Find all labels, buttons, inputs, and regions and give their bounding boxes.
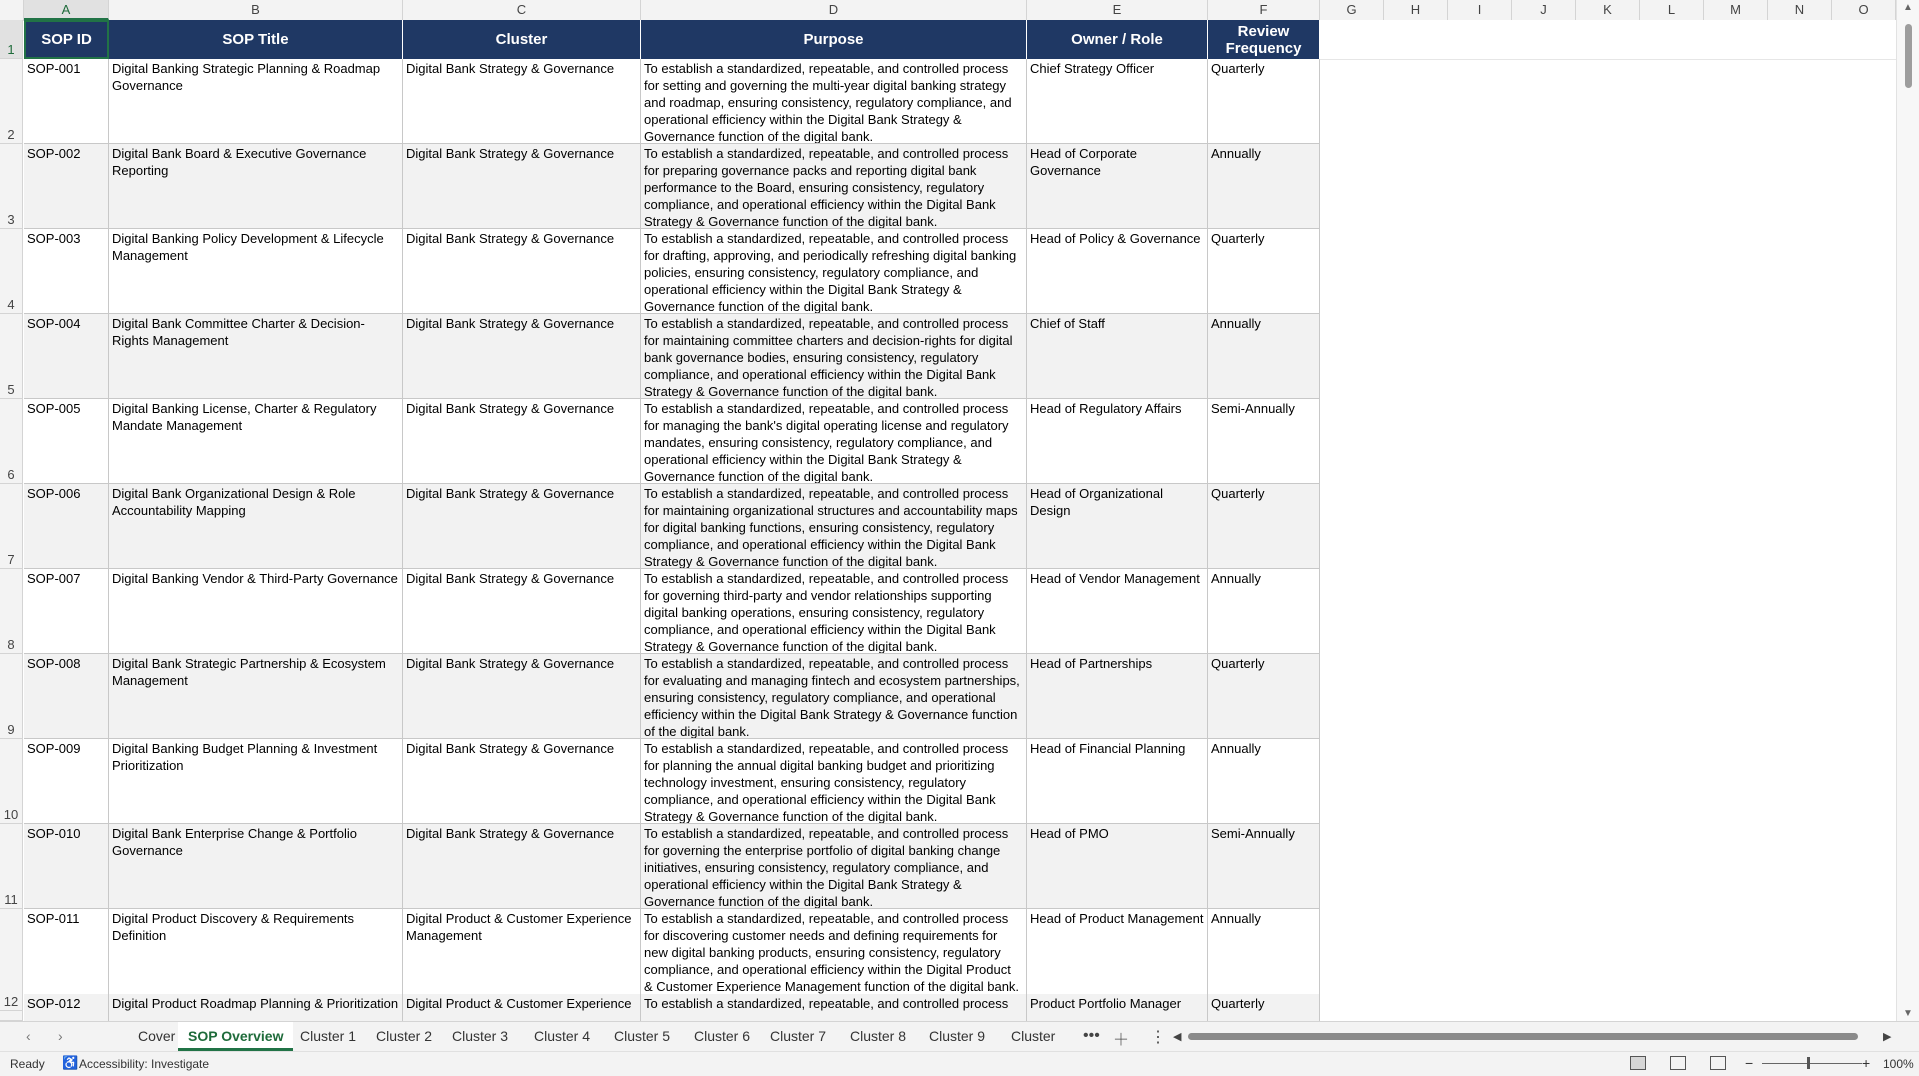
sop-id-cell[interactable]: SOP-002 bbox=[24, 144, 109, 229]
row-header-8[interactable]: 8 bbox=[0, 569, 23, 654]
row-header-4[interactable]: 4 bbox=[0, 229, 23, 314]
owner-role-cell[interactable]: Head of Corporate Governance bbox=[1027, 144, 1208, 229]
sop-title-cell[interactable]: Digital Banking Vendor & Third-Party Governance bbox=[109, 569, 403, 654]
gridline bbox=[1320, 59, 1896, 60]
sheet-tab-cluster-4[interactable]: Cluster 4 bbox=[534, 1028, 591, 1044]
review-frequency-cell[interactable]: Annually bbox=[1208, 739, 1320, 824]
scroll-up-icon[interactable]: ▲ bbox=[1903, 2, 1913, 13]
review-frequency-cell[interactable]: Quarterly bbox=[1208, 59, 1320, 144]
prev-sheet-icon[interactable]: ‹ bbox=[26, 1028, 31, 1044]
sop-id-cell[interactable]: SOP-008 bbox=[24, 654, 109, 739]
column-header-f[interactable]: F bbox=[1208, 0, 1320, 20]
table-row bbox=[24, 654, 1320, 739]
header-cell-owner-role[interactable]: Owner / Role bbox=[1027, 20, 1208, 59]
sop-id-cell[interactable]: SOP-004 bbox=[24, 314, 109, 399]
row-header-7[interactable]: 7 bbox=[0, 484, 23, 569]
more-sheets-icon[interactable]: ••• bbox=[1083, 1027, 1100, 1044]
owner-role-cell[interactable]: Head of Vendor Management bbox=[1027, 569, 1208, 654]
scroll-down-icon[interactable]: ▼ bbox=[1903, 1008, 1913, 1019]
row-header-6[interactable]: 6 bbox=[0, 399, 23, 484]
header-cell-sop-title[interactable]: SOP Title bbox=[109, 20, 403, 59]
table-row bbox=[24, 569, 1320, 654]
column-header-a[interactable]: A bbox=[24, 0, 109, 20]
sop-title-cell[interactable]: Digital Banking Strategic Planning & Roadmap Governance bbox=[109, 59, 403, 144]
row-header-3[interactable]: 3 bbox=[0, 144, 23, 229]
sheet-tab-bar bbox=[0, 1021, 1919, 1051]
review-frequency-cell[interactable]: Annually bbox=[1208, 314, 1320, 399]
normal-view-icon[interactable] bbox=[1630, 1056, 1646, 1070]
cluster-cell[interactable]: Digital Bank Strategy & Governance bbox=[403, 314, 641, 399]
purpose-cell[interactable]: To establish a standardized, repeatable, and controlled process for managing the bank's digital operating license and regulatory mandates, ensuring consistency, regulatory compliance, and operational efficiency within the Digital Bank Strategy & Governance function of the digital bank. bbox=[641, 399, 1027, 484]
review-frequency-cell[interactable]: Annually bbox=[1208, 909, 1320, 1011]
table-row bbox=[24, 824, 1320, 909]
sop-id-cell[interactable]: SOP-009 bbox=[24, 739, 109, 824]
cluster-cell[interactable]: Digital Bank Strategy & Governance bbox=[403, 399, 641, 484]
column-header-e[interactable]: E bbox=[1027, 0, 1208, 20]
owner-role-cell[interactable]: Head of Financial Planning bbox=[1027, 739, 1208, 824]
purpose-cell[interactable]: To establish a standardized, repeatable, and controlled process for evaluating and managing fintech and ecosystem partnerships, ensuring consistency, regulatory compliance, and operational efficiency within the Digital Bank Strategy & Governance function of the digital bank. bbox=[641, 654, 1027, 739]
row-header-11[interactable]: 11 bbox=[0, 824, 23, 909]
table-row bbox=[24, 994, 1320, 1021]
column-header-g[interactable]: G bbox=[1320, 0, 1384, 20]
page-break-preview-icon[interactable] bbox=[1710, 1056, 1726, 1070]
review-frequency-cell[interactable]: Quarterly bbox=[1208, 229, 1320, 314]
cluster-cell[interactable]: Digital Product & Customer Experience bbox=[403, 994, 641, 1021]
sheet-tab-cluster-9[interactable]: Cluster 9 bbox=[929, 1028, 986, 1044]
sheet-tab-cluster-6[interactable]: Cluster 6 bbox=[694, 1028, 751, 1044]
column-header-b[interactable]: B bbox=[109, 0, 403, 20]
cluster-cell[interactable]: Digital Bank Strategy & Governance bbox=[403, 144, 641, 229]
cluster-cell[interactable]: Digital Bank Strategy & Governance bbox=[403, 739, 641, 824]
column-header-i[interactable]: I bbox=[1448, 0, 1512, 20]
zoom-slider-track[interactable] bbox=[1762, 1063, 1862, 1064]
table-row bbox=[24, 229, 1320, 314]
sop-title-cell[interactable]: Digital Banking Policy Development & Lifecycle Management bbox=[109, 229, 403, 314]
vertical-scroll-thumb[interactable] bbox=[1905, 24, 1912, 88]
zoom-level[interactable]: 100% bbox=[1883, 1057, 1914, 1071]
add-sheet-icon[interactable]: ＋ bbox=[1113, 1032, 1130, 1049]
table-row bbox=[24, 484, 1320, 569]
scroll-left-icon[interactable]: ◀ bbox=[1173, 1031, 1182, 1043]
status-bar bbox=[0, 1051, 1919, 1076]
cluster-cell[interactable]: Digital Bank Strategy & Governance bbox=[403, 824, 641, 909]
sop-title-cell[interactable]: Digital Banking License, Charter & Regulatory Mandate Management bbox=[109, 399, 403, 484]
sheet-tab-sop-overview[interactable]: SOP Overview bbox=[178, 1022, 293, 1051]
review-frequency-cell[interactable]: Quarterly bbox=[1208, 654, 1320, 739]
cluster-cell[interactable]: Digital Bank Strategy & Governance bbox=[403, 654, 641, 739]
review-frequency-cell[interactable]: Semi-Annually bbox=[1208, 824, 1320, 909]
sheet-tab-cluster-2[interactable]: Cluster 2 bbox=[376, 1028, 433, 1044]
owner-role-cell[interactable]: Product Portfolio Manager bbox=[1027, 994, 1208, 1021]
review-frequency-cell[interactable]: Semi-Annually bbox=[1208, 399, 1320, 484]
sheet-tab-cluster[interactable]: Cluster bbox=[1011, 1028, 1056, 1044]
owner-role-cell[interactable]: Head of Policy & Governance bbox=[1027, 229, 1208, 314]
row-header-9[interactable]: 9 bbox=[0, 654, 23, 739]
sheet-tab-cluster-1[interactable]: Cluster 1 bbox=[300, 1028, 357, 1044]
purpose-cell[interactable]: To establish a standardized, repeatable, and controlled process for preparing governance packs and reporting digital bank performance to the Board, ensuring consistency, regulatory compliance, and operational efficiency within the Digital Bank Strategy & Governance function of the digital bank. bbox=[641, 144, 1027, 229]
table-row bbox=[24, 314, 1320, 399]
purpose-cell[interactable]: To establish a standardized, repeatable, and controlled process for drafting, approving, and periodically refreshing digital banking policies, ensuring consistency, regulatory compliance, and operational efficiency within the Digital Bank Strategy & Governance function of the digital bank. bbox=[641, 229, 1027, 314]
page-layout-view-icon[interactable] bbox=[1670, 1056, 1686, 1070]
header-cell-review-frequency[interactable]: Review Frequency bbox=[1208, 20, 1320, 59]
cluster-cell[interactable]: Digital Bank Strategy & Governance bbox=[403, 229, 641, 314]
scroll-right-icon[interactable]: ▶ bbox=[1883, 1031, 1892, 1043]
row-header-1[interactable]: 1 bbox=[0, 20, 23, 59]
owner-role-cell[interactable]: Head of PMO bbox=[1027, 824, 1208, 909]
sheet-tab-cluster-5[interactable]: Cluster 5 bbox=[614, 1028, 671, 1044]
review-frequency-cell[interactable]: Annually bbox=[1208, 144, 1320, 229]
column-header-o[interactable]: O bbox=[1832, 0, 1896, 20]
review-frequency-cell[interactable]: Annually bbox=[1208, 569, 1320, 654]
cluster-cell[interactable]: Digital Product & Customer Experience Management bbox=[403, 909, 641, 1011]
sheet-tab-cover[interactable]: Cover bbox=[138, 1028, 176, 1044]
column-header-j[interactable]: J bbox=[1512, 0, 1576, 20]
sop-id-cell[interactable]: SOP-011 bbox=[24, 909, 109, 1011]
sheet-tab-cluster-3[interactable]: Cluster 3 bbox=[452, 1028, 509, 1044]
row-header-12[interactable]: 12 bbox=[0, 909, 23, 1011]
sop-id-cell[interactable]: SOP-006 bbox=[24, 484, 109, 569]
sop-id-cell[interactable]: SOP-010 bbox=[24, 824, 109, 909]
table-row bbox=[24, 739, 1320, 824]
zoom-in-icon[interactable]: + bbox=[1862, 1055, 1871, 1071]
zoom-slider-thumb[interactable] bbox=[1807, 1057, 1810, 1069]
status-ready: Ready bbox=[10, 1057, 45, 1071]
review-frequency-cell[interactable]: Quarterly bbox=[1208, 484, 1320, 569]
sheet-tab-cluster-8[interactable]: Cluster 8 bbox=[850, 1028, 907, 1044]
sop-id-cell[interactable]: SOP-012 bbox=[24, 994, 109, 1021]
owner-role-cell[interactable]: Chief of Staff bbox=[1027, 314, 1208, 399]
sop-title-cell[interactable]: Digital Bank Board & Executive Governance Reporting bbox=[109, 144, 403, 229]
owner-role-cell[interactable]: Chief Strategy Officer bbox=[1027, 59, 1208, 144]
table-row bbox=[24, 399, 1320, 484]
cluster-cell[interactable]: Digital Bank Strategy & Governance bbox=[403, 484, 641, 569]
horizontal-scrollbar[interactable] bbox=[1188, 1030, 1878, 1042]
owner-role-cell[interactable]: Head of Organizational Design bbox=[1027, 484, 1208, 569]
header-cell-purpose[interactable]: Purpose bbox=[641, 20, 1027, 59]
select-all-corner[interactable] bbox=[0, 0, 24, 20]
cluster-cell[interactable]: Digital Bank Strategy & Governance bbox=[403, 569, 641, 654]
accessibility-icon: ♿ bbox=[62, 1055, 79, 1070]
sheet-options-icon[interactable]: ⋮ bbox=[1150, 1029, 1166, 1046]
column-header-bar bbox=[0, 0, 1896, 21]
purpose-cell[interactable]: To establish a standardized, repeatable, and controlled process for maintaining organizational structures and accountability maps for digital banking functions, ensuring consistency, regulatory compliance, and operational efficiency within the Digital Bank Strategy & Governance function of the digital bank. bbox=[641, 484, 1027, 569]
sop-title-cell[interactable]: Digital Product Roadmap Planning & Prioritization bbox=[109, 994, 403, 1021]
horizontal-scroll-thumb[interactable] bbox=[1188, 1033, 1858, 1040]
row-header-2[interactable]: 2 bbox=[0, 59, 23, 144]
purpose-cell[interactable]: To establish a standardized, repeatable, and controlled process for setting and governing the multi-year digital banking strategy and roadmap, ensuring consistency, regulatory compliance, and operational efficiency within the Digital Bank Strategy & Governance function of the digital bank. bbox=[641, 59, 1027, 144]
table-row bbox=[24, 144, 1320, 229]
owner-role-cell[interactable]: Head of Regulatory Affairs bbox=[1027, 399, 1208, 484]
sop-id-cell[interactable]: SOP-005 bbox=[24, 399, 109, 484]
row-header-5[interactable]: 5 bbox=[0, 314, 23, 399]
sop-title-cell[interactable]: Digital Bank Committee Charter & Decision-Rights Management bbox=[109, 314, 403, 399]
purpose-cell[interactable]: To establish a standardized, repeatable, and controlled process for governing third-party and vendor relationships supporting digital banking operations, ensuring consistency, regulatory compliance, and operational efficiency within the Digital Bank Strategy & Governance function of the digital bank. bbox=[641, 569, 1027, 654]
purpose-cell[interactable]: To establish a standardized, repeatable, and controlled process for maintaining committee charters and decision-rights for digital bank governance bodies, ensuring consistency, regulatory compliance, and operational efficiency within the Digital Bank Strategy & Governance function of the digital bank. bbox=[641, 314, 1027, 399]
purpose-cell[interactable]: To establish a standardized, repeatable, and controlled process bbox=[641, 994, 1027, 1021]
sop-title-cell[interactable]: Digital Product Discovery & Requirements Definition bbox=[109, 909, 403, 1011]
owner-role-cell[interactable]: Head of Partnerships bbox=[1027, 654, 1208, 739]
row-header-13[interactable] bbox=[0, 1011, 23, 1021]
column-header-k[interactable]: K bbox=[1576, 0, 1640, 20]
accessibility-status[interactable]: Accessibility: Investigate bbox=[79, 1057, 210, 1071]
owner-role-cell[interactable]: Head of Product Management bbox=[1027, 909, 1208, 1011]
review-frequency-cell[interactable]: Quarterly bbox=[1208, 994, 1320, 1021]
table-row bbox=[24, 59, 1320, 144]
header-cell-cluster[interactable]: Cluster bbox=[403, 20, 641, 59]
purpose-cell[interactable]: To establish a standardized, repeatable, and controlled process for planning the annual digital banking budget and prioritizing technology investment, ensuring consistency, regulatory compliance, and operational efficiency within the Digital Bank Strategy & Governance function of the digital bank. bbox=[641, 739, 1027, 824]
cluster-cell[interactable]: Digital Bank Strategy & Governance bbox=[403, 59, 641, 144]
sop-id-cell[interactable]: SOP-003 bbox=[24, 229, 109, 314]
next-sheet-icon[interactable]: › bbox=[58, 1028, 63, 1044]
empty-cells-area[interactable] bbox=[1320, 20, 1896, 1021]
zoom-out-icon[interactable]: − bbox=[1745, 1055, 1754, 1071]
sop-title-cell[interactable]: Digital Banking Budget Planning & Investment Prioritization bbox=[109, 739, 403, 824]
header-cell-sop-id[interactable]: SOP ID bbox=[24, 20, 109, 59]
row-header-10[interactable]: 10 bbox=[0, 739, 23, 824]
column-header-d[interactable]: D bbox=[641, 0, 1027, 20]
column-header-m[interactable]: M bbox=[1704, 0, 1768, 20]
sop-title-cell[interactable]: Digital Bank Strategic Partnership & Ecosystem Management bbox=[109, 654, 403, 739]
sop-title-cell[interactable]: Digital Bank Organizational Design & Role Accountability Mapping bbox=[109, 484, 403, 569]
sheet-tab-cluster-7[interactable]: Cluster 7 bbox=[770, 1028, 827, 1044]
vertical-scrollbar[interactable] bbox=[1896, 0, 1919, 1021]
purpose-cell[interactable]: To establish a standardized, repeatable, and controlled process for discovering customer needs and defining requirements for new digital banking products, ensuring consistency, regulatory compliance, and operational efficiency within the Digital Product & Customer Experience Management function of the digital bank. bbox=[641, 909, 1027, 1011]
column-header-n[interactable]: N bbox=[1768, 0, 1832, 20]
sop-id-cell[interactable]: SOP-001 bbox=[24, 59, 109, 144]
column-header-c[interactable]: C bbox=[403, 0, 641, 20]
column-header-h[interactable]: H bbox=[1384, 0, 1448, 20]
sop-id-cell[interactable]: SOP-007 bbox=[24, 569, 109, 654]
sop-title-cell[interactable]: Digital Bank Enterprise Change & Portfolio Governance bbox=[109, 824, 403, 909]
column-header-l[interactable]: L bbox=[1640, 0, 1704, 20]
spreadsheet-grid[interactable] bbox=[24, 20, 1896, 1021]
purpose-cell[interactable]: To establish a standardized, repeatable, and controlled process for governing the enterprise portfolio of digital banking change initiatives, ensuring consistency, regulatory compliance, and operational efficiency within the Digital Bank Strategy & Governance function of the digital bank. bbox=[641, 824, 1027, 909]
